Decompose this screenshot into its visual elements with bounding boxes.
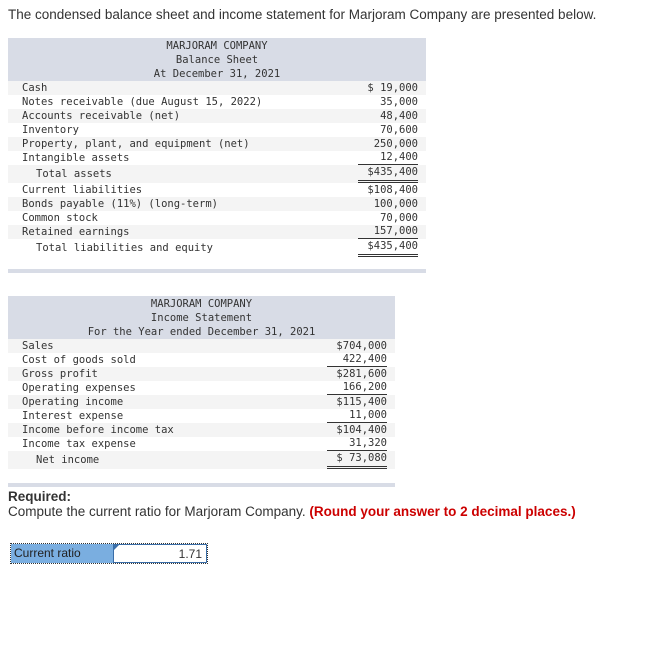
row-value: $281,600 xyxy=(336,368,387,380)
company-name: MARJORAM COMPANY xyxy=(166,40,268,52)
row-value: 12,400 xyxy=(358,151,418,165)
company-name: MARJORAM COMPANY xyxy=(150,298,253,310)
intro-text: The condensed balance sheet and income statement for Marjoram Company are presented below. xyxy=(8,7,597,22)
row-label: Income before income tax xyxy=(22,424,174,436)
table-row xyxy=(8,81,426,95)
balance-sheet-rows xyxy=(8,81,426,257)
table-row xyxy=(8,423,395,437)
row-label: Retained earnings xyxy=(22,226,130,238)
row-value: 35,000 xyxy=(380,96,418,108)
divider xyxy=(8,483,395,487)
required-section xyxy=(8,489,576,519)
row-label: Notes receivable (due August 15, 2022) xyxy=(22,96,263,108)
table-row xyxy=(8,197,426,211)
table-row xyxy=(8,109,426,123)
row-value: 250,000 xyxy=(373,138,418,150)
row-label: Interest expense xyxy=(22,410,124,422)
row-value: $108,400 xyxy=(367,184,418,196)
row-value: $435,400 xyxy=(358,239,418,257)
income-statement-header xyxy=(8,296,395,339)
table-row xyxy=(8,95,426,109)
row-value: 70,600 xyxy=(380,124,418,136)
table-row xyxy=(8,123,426,137)
total-row xyxy=(8,451,395,469)
row-label: Cash xyxy=(22,82,48,94)
total-row xyxy=(8,239,426,257)
row-label: Sales xyxy=(22,340,54,352)
row-label: Income tax expense xyxy=(22,438,136,450)
row-value: $ 19,000 xyxy=(367,82,418,94)
row-label: Operating expenses xyxy=(22,382,136,394)
divider xyxy=(8,269,426,273)
balance-sheet xyxy=(8,38,426,273)
income-statement-rows xyxy=(8,339,395,469)
row-value: 70,000 xyxy=(380,212,418,224)
row-label: Intangible assets xyxy=(22,152,130,164)
table-row xyxy=(8,151,426,165)
row-label: Bonds payable (11%) (long-term) xyxy=(22,198,218,210)
row-value: 11,000 xyxy=(327,409,387,423)
required-heading: Required: xyxy=(8,489,72,504)
row-label: Inventory xyxy=(22,124,79,136)
table-row xyxy=(8,367,395,381)
row-value: 157,000 xyxy=(358,225,418,239)
row-label: Property, plant, and equipment (net) xyxy=(22,138,250,150)
row-label: Total assets xyxy=(36,168,112,180)
table-row xyxy=(8,381,395,395)
row-label: Cost of goods sold xyxy=(22,354,136,366)
row-value: 48,400 xyxy=(380,110,418,122)
income-statement xyxy=(8,296,395,487)
statement-title: Balance Sheet xyxy=(175,54,259,66)
current-ratio-label: Current ratio xyxy=(11,544,113,563)
row-value: $704,000 xyxy=(336,340,387,352)
table-row xyxy=(8,353,395,367)
row-label: Accounts receivable (net) xyxy=(22,110,181,122)
row-label: Common stock xyxy=(22,212,98,224)
statement-title: Income Statement xyxy=(150,312,253,324)
row-label: Gross profit xyxy=(22,368,98,380)
row-value: $ 73,080 xyxy=(327,451,387,469)
current-ratio-input[interactable]: 1.71 xyxy=(113,544,207,563)
table-row xyxy=(8,225,426,239)
table-row xyxy=(8,339,395,353)
table-row xyxy=(8,211,426,225)
total-row xyxy=(8,165,426,183)
table-row xyxy=(8,437,395,451)
row-value: $435,400 xyxy=(358,165,418,183)
statement-date: At December 31, 2021 xyxy=(153,68,281,80)
row-label: Operating income xyxy=(22,396,124,408)
balance-sheet-header xyxy=(8,38,426,81)
row-value: 31,320 xyxy=(327,437,387,451)
row-value: 166,200 xyxy=(327,381,387,395)
row-label: Net income xyxy=(36,454,100,466)
row-value: $104,400 xyxy=(336,424,387,436)
row-value: 422,400 xyxy=(327,353,387,367)
row-label: Total liabilities and equity xyxy=(36,242,214,254)
table-row xyxy=(8,395,395,409)
required-text: Compute the current ratio for Marjoram Company. xyxy=(8,504,306,519)
table-row xyxy=(8,183,426,197)
answer-row xyxy=(10,543,208,564)
statement-date: For the Year ended December 31, 2021 xyxy=(87,326,316,338)
row-value: 100,000 xyxy=(373,198,418,210)
table-row xyxy=(8,409,395,423)
rounding-note: (Round your answer to 2 decimal places.) xyxy=(309,504,576,519)
row-value: $115,400 xyxy=(336,396,387,408)
table-row xyxy=(8,137,426,151)
row-label: Current liabilities xyxy=(22,184,143,196)
